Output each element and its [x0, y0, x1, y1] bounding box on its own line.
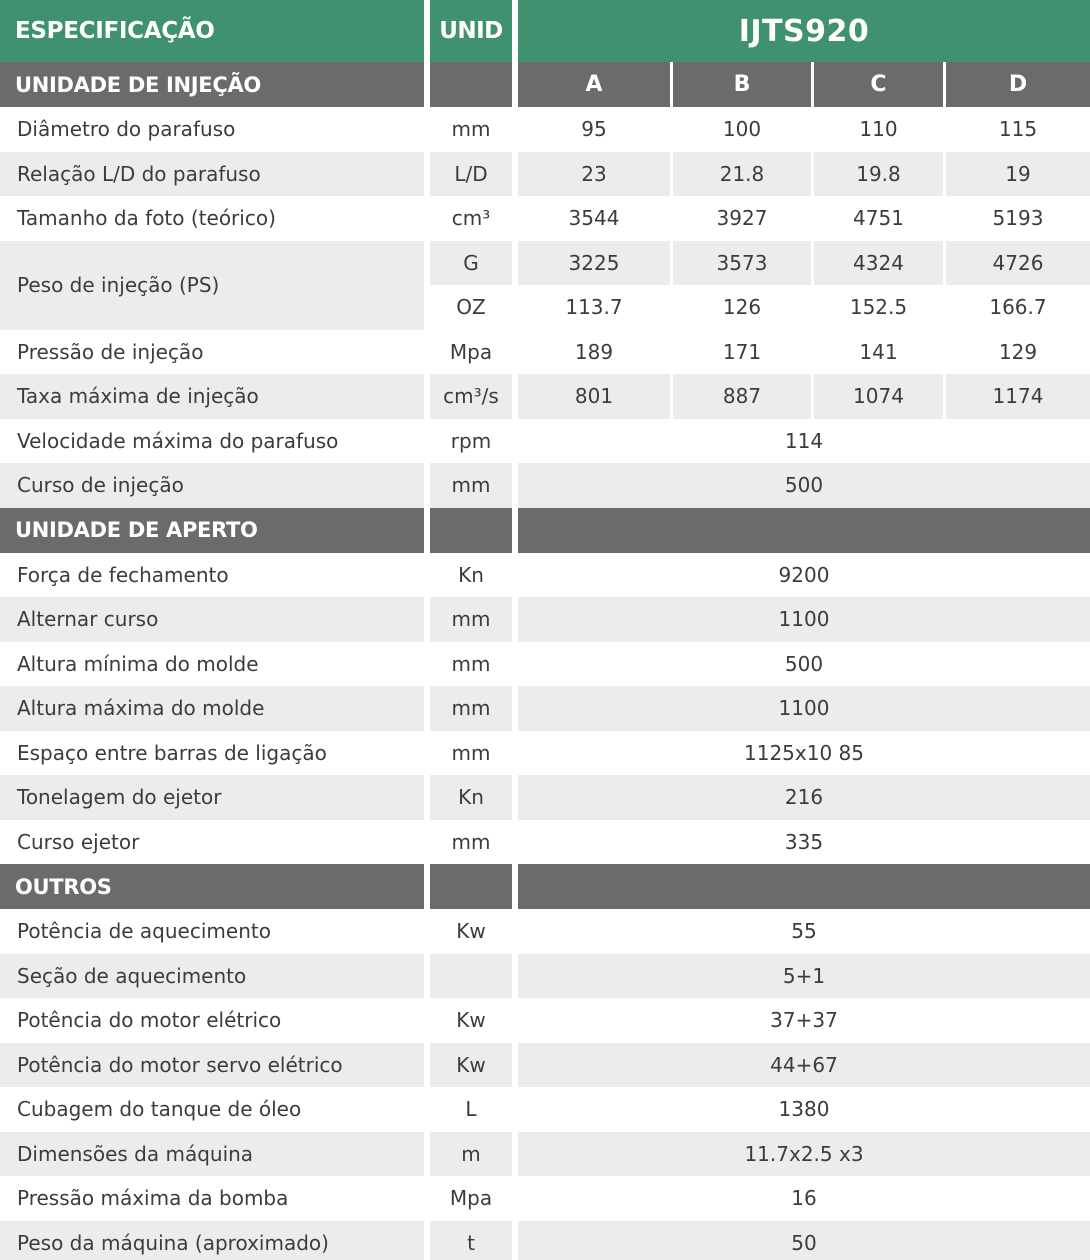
row-label: Curso ejetor — [0, 820, 424, 865]
row-unit: Kw — [430, 1043, 512, 1088]
value-cell-b: 3573 — [673, 241, 811, 286]
value-cell-d: 129 — [946, 330, 1090, 375]
row-unit: mm — [430, 820, 512, 865]
row-unit: cm³ — [430, 196, 512, 241]
value-cell-c: 1074 — [814, 374, 943, 419]
section-title-injection: UNIDADE DE INJEÇÃO — [0, 62, 424, 107]
row-unit: Mpa — [430, 330, 512, 375]
row-label: Relação L/D do parafuso — [0, 152, 424, 197]
row-label: Cubagem do tanque de óleo — [0, 1087, 424, 1132]
section-value-blank — [518, 508, 1090, 553]
row-unit: m — [430, 1132, 512, 1177]
value-cell: 1125x10 85 — [518, 731, 1090, 776]
value-cell-d: 1174 — [946, 374, 1090, 419]
value-cell-d: 5193 — [946, 196, 1090, 241]
section-value-blank — [518, 864, 1090, 909]
column-header-d: D — [946, 62, 1090, 107]
row-unit: mm — [430, 731, 512, 776]
row-label: Peso de injeção (PS) — [0, 241, 424, 330]
row-unit: L — [430, 1087, 512, 1132]
header-model: IJTS920 — [518, 0, 1090, 62]
row-label: Diâmetro do parafuso — [0, 107, 424, 152]
section-title-others: OUTROS — [0, 864, 424, 909]
row-unit: Kw — [430, 998, 512, 1043]
row-label: Potência do motor servo elétrico — [0, 1043, 424, 1088]
value-cell: 11.7x2.5 x3 — [518, 1132, 1090, 1177]
row-unit: Kw — [430, 909, 512, 954]
value-cell-c: 4324 — [814, 241, 943, 286]
value-cell: 16 — [518, 1176, 1090, 1221]
row-label: Dimensões da máquina — [0, 1132, 424, 1177]
value-cell-a: 3544 — [518, 196, 670, 241]
row-unit: L/D — [430, 152, 512, 197]
row-label: Tonelagem do ejetor — [0, 775, 424, 820]
row-label: Pressão de injeção — [0, 330, 424, 375]
value-cell: 50 — [518, 1221, 1090, 1260]
value-cell-c: 110 — [814, 107, 943, 152]
value-cell-c: 152.5 — [814, 285, 943, 330]
row-label: Velocidade máxima do parafuso — [0, 419, 424, 464]
value-cell: 1380 — [518, 1087, 1090, 1132]
value-cell-a: 3225 — [518, 241, 670, 286]
row-label: Altura mínima do molde — [0, 642, 424, 687]
row-unit: mm — [430, 686, 512, 731]
value-cell-d: 4726 — [946, 241, 1090, 286]
row-label: Curso de injeção — [0, 463, 424, 508]
value-cell-b: 887 — [673, 374, 811, 419]
value-cell: 335 — [518, 820, 1090, 865]
row-label: Peso da máquina (aproximado) — [0, 1221, 424, 1260]
column-header-a: A — [518, 62, 670, 107]
row-label: Seção de aquecimento — [0, 954, 424, 999]
section-unit-blank — [430, 864, 512, 909]
row-unit — [430, 954, 512, 999]
row-label: Taxa máxima de injeção — [0, 374, 424, 419]
row-label: Potência do motor elétrico — [0, 998, 424, 1043]
row-unit: rpm — [430, 419, 512, 464]
value-cell: 114 — [518, 419, 1090, 464]
row-unit: G — [430, 241, 512, 286]
header-specification: ESPECIFICAÇÃO — [0, 0, 424, 62]
value-cell-c: 19.8 — [814, 152, 943, 197]
row-unit: mm — [430, 597, 512, 642]
value-cell-c: 4751 — [814, 196, 943, 241]
row-label: Pressão máxima da bomba — [0, 1176, 424, 1221]
value-cell: 1100 — [518, 597, 1090, 642]
value-cell: 9200 — [518, 553, 1090, 598]
value-cell-b: 171 — [673, 330, 811, 375]
value-cell: 216 — [518, 775, 1090, 820]
row-label: Espaço entre barras de ligação — [0, 731, 424, 776]
value-cell: 5+1 — [518, 954, 1090, 999]
value-cell-d: 115 — [946, 107, 1090, 152]
row-unit: OZ — [430, 285, 512, 330]
value-cell-c: 141 — [814, 330, 943, 375]
header-unit: UNID — [430, 0, 512, 62]
value-cell-a: 801 — [518, 374, 670, 419]
value-cell-a: 95 — [518, 107, 670, 152]
value-cell-a: 189 — [518, 330, 670, 375]
value-cell: 1100 — [518, 686, 1090, 731]
value-cell-b: 21.8 — [673, 152, 811, 197]
row-label: Força de fechamento — [0, 553, 424, 598]
row-unit: t — [430, 1221, 512, 1260]
value-cell: 55 — [518, 909, 1090, 954]
row-unit: Mpa — [430, 1176, 512, 1221]
value-cell: 44+67 — [518, 1043, 1090, 1088]
column-header-b: B — [673, 62, 811, 107]
row-label: Tamanho da foto (teórico) — [0, 196, 424, 241]
row-label: Potência de aquecimento — [0, 909, 424, 954]
value-cell-a: 23 — [518, 152, 670, 197]
value-cell-b: 3927 — [673, 196, 811, 241]
value-cell: 37+37 — [518, 998, 1090, 1043]
row-unit: mm — [430, 642, 512, 687]
value-cell-d: 166.7 — [946, 285, 1090, 330]
value-cell-a: 113.7 — [518, 285, 670, 330]
value-cell: 500 — [518, 463, 1090, 508]
column-header-c: C — [814, 62, 943, 107]
row-label: Alternar curso — [0, 597, 424, 642]
row-unit: mm — [430, 107, 512, 152]
row-label: Altura máxima do molde — [0, 686, 424, 731]
value-cell: 500 — [518, 642, 1090, 687]
row-unit: Kn — [430, 553, 512, 598]
value-cell-d: 19 — [946, 152, 1090, 197]
section-title-clamping: UNIDADE DE APERTO — [0, 508, 424, 553]
row-unit: Kn — [430, 775, 512, 820]
section-unit-blank — [430, 62, 512, 107]
section-unit-blank — [430, 508, 512, 553]
value-cell-b: 126 — [673, 285, 811, 330]
row-unit: mm — [430, 463, 512, 508]
row-unit: cm³/s — [430, 374, 512, 419]
value-cell-b: 100 — [673, 107, 811, 152]
